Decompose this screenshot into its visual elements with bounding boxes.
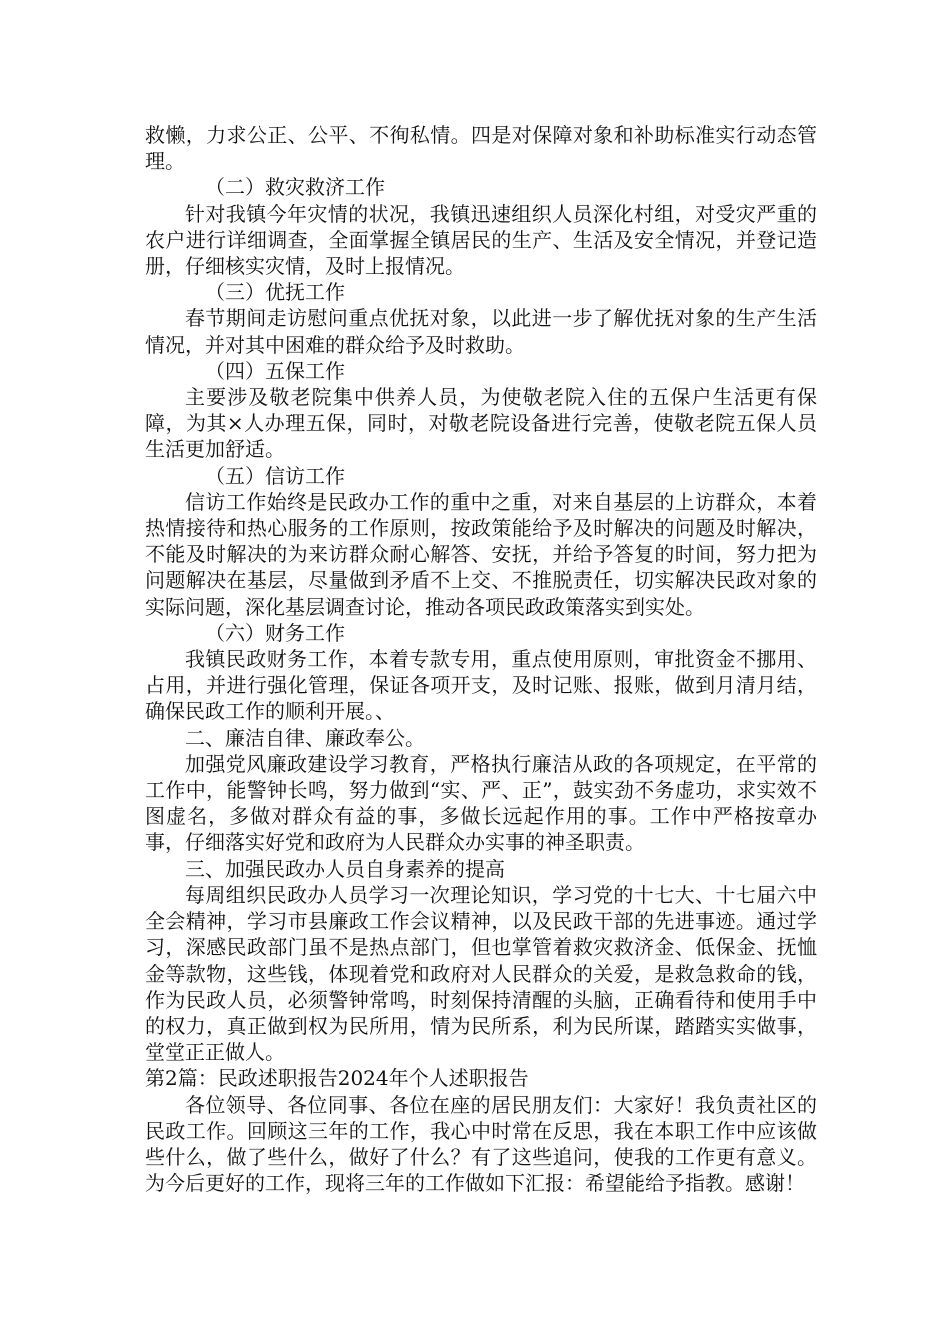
article-title-part-2: 第2篇：民政述职报告2024年个人述职报告 xyxy=(145,1066,529,1091)
paragraph-finance: 我镇民政财务工作，本着专款专用，重点使用原则，审批资金不挪用、占用，并进行强化管理，保证各项开支，及时记账、报账，做到月清月结，确保民政工作的顺利开展。、 xyxy=(145,647,817,724)
section-heading-special-care: （三）优抚工作 xyxy=(205,280,345,305)
paragraph-petitions: 信访工作始终是民政办工作的重中之重，对来自基层的上访群众，本着热情接待和热心服务的工作原则，按政策能给予及时解决的问题及时解决，不能及时解决的为来访群众耐心解答、安抚，并给予答复的时间，努力把为问题解决在基层，尽量做到矛盾不上交、不推脱责任，切实解决民政对象的实际问题，深化基层调查讨论，推动各项民政政策落实到实处。 xyxy=(145,489,817,619)
paragraph-special-care: 春节期间走访慰问重点优抚对象，以此进一步了解优抚对象的生产生活情况，并对其中困难的群众给予及时救助。 xyxy=(145,306,817,357)
section-heading-integrity: 二、廉洁自律、廉政奉公。 xyxy=(185,725,425,750)
document-body xyxy=(145,122,817,1196)
paragraph-self-improvement: 每周组织民政办人员学习一次理论知识，学习党的十七大、十七届六中全会精神，学习市县廉政工作会议精神，以及民政干部的先进事迹。通过学习，深感民政部门虽不是热点部门，但也掌管着救灾救济金、低保金、抚恤金等款物，这些钱，体现着党和政府对人民群众的关爱，是救急救命的钱，作为民政人员，必须警钟常鸣，时刻保持清醒的头脑，正确看待和使用手中的权力，真正做到权为民所用，情为民所系，利为民所谋，踏踏实实做事，堂堂正正做人。 xyxy=(145,882,817,1065)
section-heading-five-guarantees: （四）五保工作 xyxy=(205,358,345,383)
section-heading-disaster-relief: （二）救灾救济工作 xyxy=(205,175,385,200)
paragraph-greeting: 各位领导、各位同事、各位在座的居民朋友们：大家好！我负责社区的民政工作。回顾这三年的工作，我心中时常在反思，我在本职工作中应该做些什么，做了些什么，做好了什么？有了这些追问，使我的工作更有意义。为今后更好的工作，现将三年的工作做如下汇报：希望能给予指教。感谢！ xyxy=(145,1092,817,1196)
section-heading-finance: （六）财务工作 xyxy=(205,620,345,645)
section-heading-petitions: （五）信访工作 xyxy=(205,463,345,488)
paragraph-five-guarantees: 主要涉及敬老院集中供养人员，为使敬老院入住的五保户生活更有保障，为其×人办理五保，同时，对敬老院设备进行完善，使敬老院五保人员生活更加舒适。 xyxy=(145,385,817,462)
paragraph-integrity: 加强党风廉政建设学习教育，严格执行廉洁从政的各项规定，在平常的工作中，能警钟长鸣，努力做到“实、严、正”，鼓实劲不务虚功，求实效不图虚名，多做对群众有益的事，多做长远起作用的事。工作中严格按章办事，仔细落实好党和政府为人民群众办实事的神圣职责。 xyxy=(145,751,817,855)
paragraph-disaster-relief: 针对我镇今年灾情的状况，我镇迅速组织人员深化村组，对受灾严重的农户进行详细调查，全面掌握全镇居民的生产、生活及安全情况，并登记造册，仔细核实灾情，及时上报情况。 xyxy=(145,201,817,279)
paragraph-1: 救懒，力求公正、公平、不徇私情。四是对保障对象和补助标准实行动态管理。 xyxy=(145,123,817,174)
section-heading-self-improvement: 三、加强民政办人员自身素养的提高 xyxy=(185,856,505,881)
